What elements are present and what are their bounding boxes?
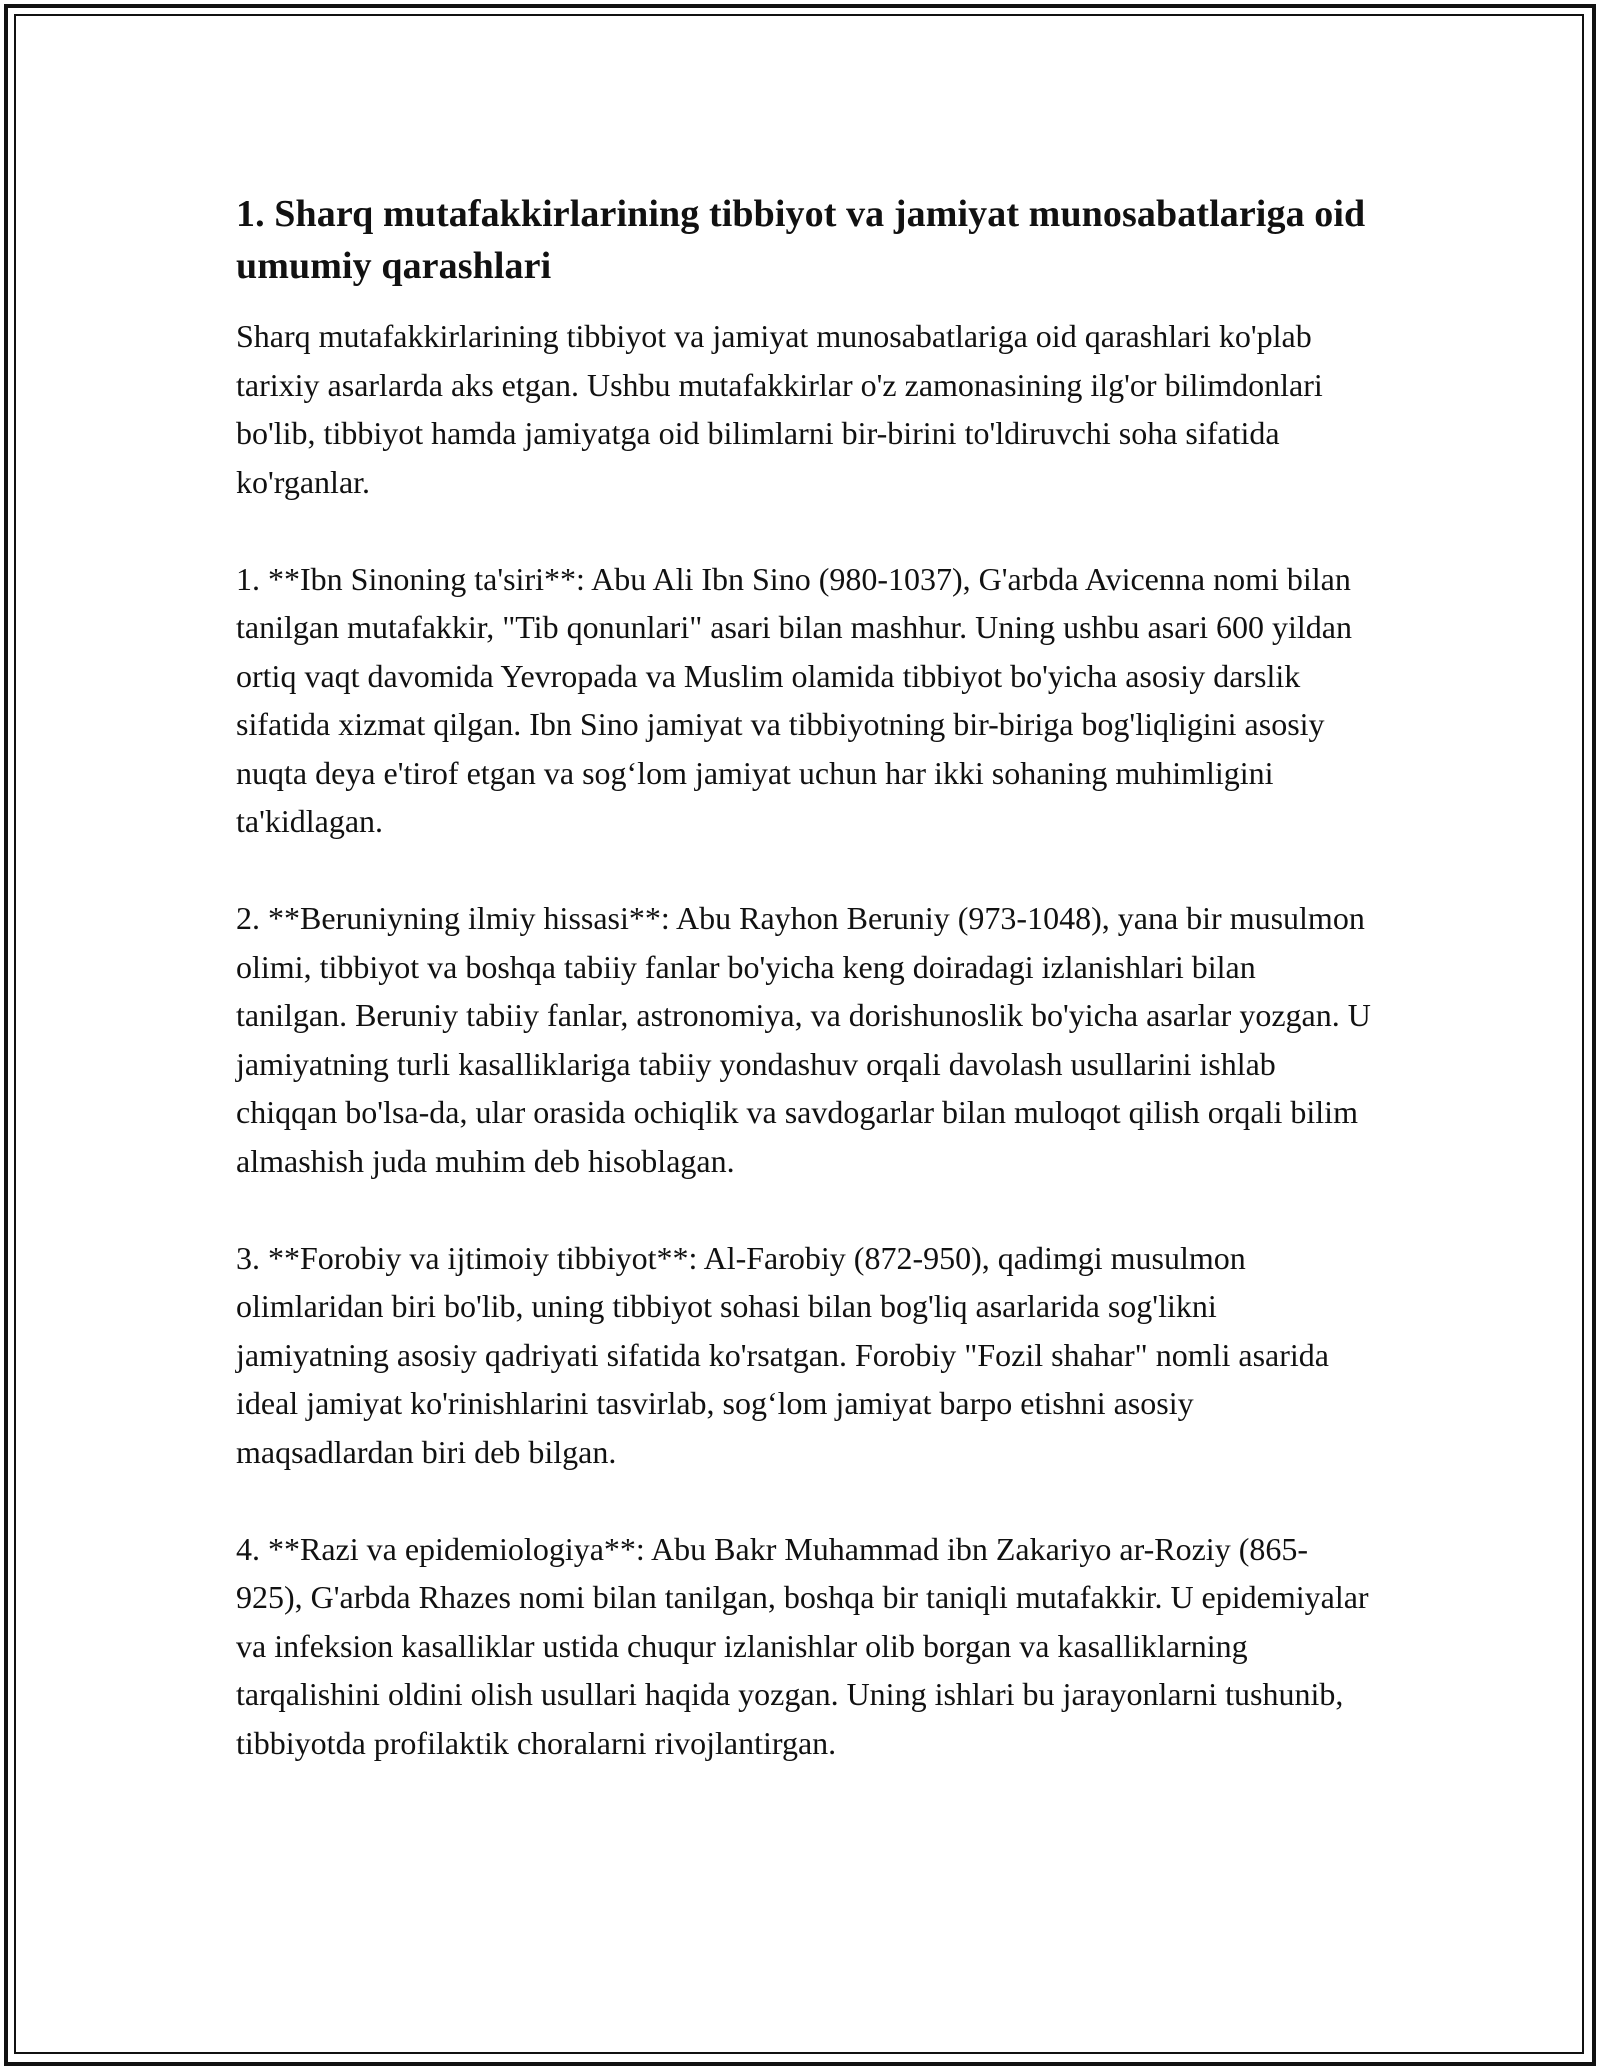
paragraph-forobiy: 3. **Forobiy va ijtimoiy tibbiyot**: Al-Farobiy (872-950), qadimgi musulmon olimlaridan biri bo'lib, uning tibbiyot sohasi bilan bog'liq asarlarida sog'likni jamiyatning asosiy qadriyati sifatida ko'rsatgan. Forobiy "Fozil shahar" nomli asarida ideal jamiyat ko'rinishlarini tasvirlab, sog‘lom jamiyat barpo etishni asosiy maqsadlardan biri deb bilgan. <box>236 1239 1329 1470</box>
paragraph-ibn-sino: 1. **Ibn Sinoning ta'siri**: Abu Ali Ibn Sino (980-1037), G'arbda Avicenna nomi bilan tanilgan mutafakkir, "Tib qonunlari" asari bilan mashhur. Uning ushbu asari 600 yildan ortiq vaqt davomida Yevropada va Muslim olamida tibbiyot bo'yicha asosiy darslik sifatida xizmat qilgan. Ibn Sino jamiyat va tibbiyotning bir-biriga bog'liqligini asosiy nuqta deya e'tirof etgan va sog‘lom jamiyat uchun har ikki sohaning muhimligini ta'kidlagan. <box>236 560 1352 839</box>
intro-paragraph: Sharq mutafakkirlarining tibbiyot va jamiyat munosabatlariga oid qarashlari ko'plab tarixiy asarlarda aks etgan. Ushbu mutafakkirlar o'z zamonasining ilg'or bilimdonlari bo'lib, tibbiyot hamda jamiyatga oid bilimlarni bir-birini to'ldiruvchi soha sifatida ko'rganlar. <box>236 318 1323 500</box>
section-heading: 1. Sharq mutafakkirlarining tibbiyot va jamiyat munosabatlariga oid umumiy qarashlari <box>236 193 1366 287</box>
paragraph-roziy: 4. **Razi va epidemiologiya**: Abu Bakr Muhammad ibn Zakariyo ar-Roziy (865-925), G'arbda Rhazes nomi bilan tanilgan, boshqa bir taniqli mutafakkir. U epidemiyalar va infeksion kasalliklar ustida chuqur izlanishlar olib borgan va kasalliklarning tarqalishini oldini olish usullari haqida yozgan. Uning ishlari bu jarayonlarni tushunib, tibbiyotda profilaktik choralarni rivojlantirgan. <box>236 1530 1369 1761</box>
document-body <box>236 188 1371 1816</box>
paragraph-beruniy: 2. **Beruniyning ilmiy hissasi**: Abu Rayhon Beruniy (973-1048), yana bir musulmon olimi, tibbiyot va boshqa tabiiy fanlar bo'yicha keng doiradagi izlanishlari bilan tanilgan. Beruniy tabiiy fanlar, astronomiya, va dorishunoslik bo'yicha asarlar yozgan. U jamiyatning turli kasalliklariga tabiiy yondashuv orqali davolash usullarini ishlab chiqqan bo'lsa-da, ular orasida ochiqlik va savdogarlar bilan muloqot qilish orqali bilim almashish juda muhim deb hisoblagan. <box>236 900 1371 1179</box>
